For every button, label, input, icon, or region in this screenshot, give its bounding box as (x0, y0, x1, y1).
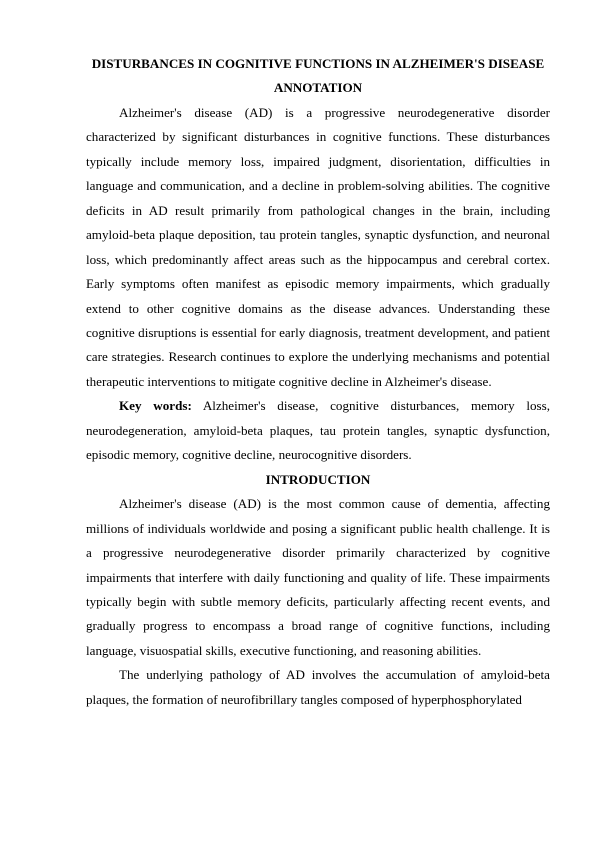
keywords-text: Alzheimer's disease, cognitive disturbances, memory loss, neurodegeneration, amyloid-beta plaques, tau protein tangles, synaptic dysfunction, episodic memory, cognitive decline, neurocognitive disorders. (86, 398, 550, 463)
annotation-paragraph: Alzheimer's disease (AD) is a progressive neurodegenerative disorder characterized by significant disturbances in cognitive functions. These disturbances typically include memory loss, impaired judgment, disorientation, difficulties in language and communication, and a decline in problem-solving abilities. The cognitive deficits in AD result primarily from pathological changes in the brain, including amyloid-beta plaque deposition, tau protein tangles, synaptic dysfunction, and neuronal loss, which predominantly affect areas such as the hippocampus and cerebral cortex. Early symptoms often manifest as episodic memory impairments, which gradually extend to other cognitive domains as the disease advances. Understanding these cognitive disruptions is essential for early diagnosis, treatment development, and patient care strategies. Research continues to explore the underlying mechanisms and potential therapeutic interventions to mitigate cognitive decline in Alzheimer's disease. (86, 104, 550, 389)
keywords-paragraph (86, 394, 550, 467)
paper-title: DISTURBANCES IN COGNITIVE FUNCTIONS IN ALZHEIMER'S DISEASE (91, 56, 545, 71)
annotation-heading: ANNOTATION (273, 80, 363, 96)
introduction-paragraph-2: The underlying pathology of AD involves the accumulation of amyloid-beta plaques, the formation of neurofibrillary tangles composed of hyperphosphorylated (86, 667, 550, 707)
document-page (86, 52, 550, 712)
introduction-paragraph-1: Alzheimer's disease (AD) is the most common cause of dementia, affecting millions of individuals worldwide and posing a significant public health challenge. It is a progressive neurodegenerative disorder primarily characterized by cognitive impairments that interfere with daily functioning and quality of life. These impairments typically begin with subtle memory deficits, particularly affecting recent events, and gradually progress to encompass a broad range of cognitive functions, including language, visuospatial skills, executive functioning, and reasoning abilities. (86, 496, 550, 658)
keywords-label: Key words: (119, 398, 192, 414)
introduction-heading: INTRODUCTION (265, 471, 371, 487)
